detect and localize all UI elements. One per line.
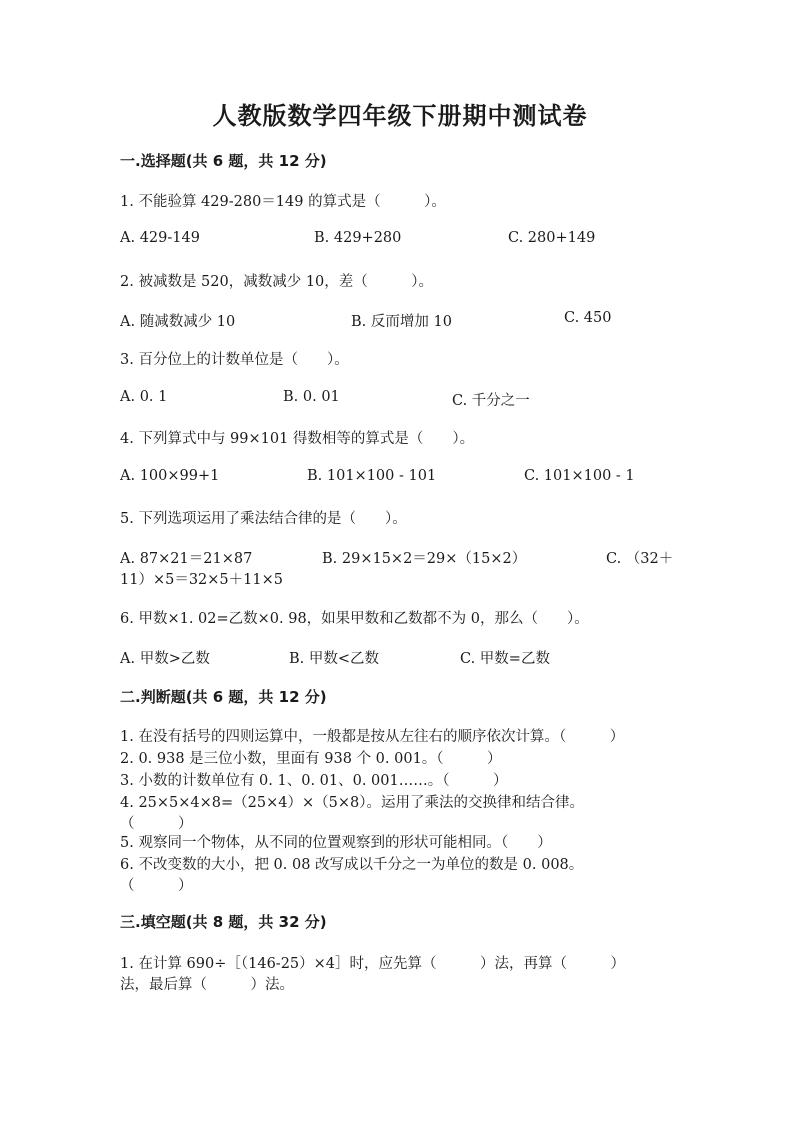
option-a: A. 87×21＝21×87 — [120, 551, 253, 567]
question-text: 5. 下列选项运用了乘法结合律的是（ ）。 — [120, 511, 407, 527]
option-a: A. 0. 1 — [120, 389, 168, 405]
page-title: 人教版数学四年级下册期中测试卷 — [212, 101, 588, 130]
judgment-line: （ ） — [120, 816, 193, 832]
option-a: A. 随减数减少 10 — [120, 314, 236, 330]
question-text: 4. 下列算式中与 99×101 得数相等的算式是（ ）。 — [120, 431, 475, 447]
option-c: C. 甲数=乙数 — [460, 651, 550, 667]
question-text: 6. 甲数×1. 02=乙数×0. 98，如果甲数和乙数都不为 0，那么（ ）。 — [120, 611, 589, 627]
fill-line: 法，最后算（ ）法。 — [120, 977, 294, 993]
judgment-line: 2. 0. 938 是三位小数，里面有 938 个 0. 001。（ ） — [120, 751, 502, 767]
option-c: C. 280+149 — [508, 230, 596, 246]
question-text: 1. 不能验算 429-280＝149 的算式是（ ）。 — [120, 194, 446, 210]
option-b: B. 29×15×2＝29×（15×2） — [322, 551, 527, 567]
option-continuation: 11）×5＝32×5＋11×5 — [120, 572, 283, 588]
option-b: B. 甲数<乙数 — [289, 651, 380, 667]
section-heading-judgment: 二.判断题(共 6 题，共 12 分) — [120, 688, 327, 706]
option-c: C. （32＋ — [606, 551, 674, 567]
option-a: A. 甲数>乙数 — [120, 651, 210, 667]
judgment-line: 1. 在没有括号的四则运算中，一般都是按从左往右的顺序依次计算。（ ） — [120, 729, 625, 745]
question-text: 3. 百分位上的计数单位是（ ）。 — [120, 352, 349, 368]
option-b: B. 429+280 — [314, 230, 402, 246]
judgment-line: 6. 不改变数的大小，把 0. 08 改写成以千分之一为单位的数是 0. 008。 — [120, 857, 584, 873]
option-b: B. 0. 01 — [283, 389, 340, 405]
option-b: B. 101×100 - 101 — [307, 468, 437, 484]
option-b: B. 反而增加 10 — [351, 314, 452, 330]
option-a: A. 429-149 — [120, 230, 200, 246]
question-text: 2. 被减数是 520，减数减少 10，差（ ）。 — [120, 274, 434, 290]
option-a: A. 100×99+1 — [120, 468, 220, 484]
section-heading-choice: 一.选择题(共 6 题，共 12 分) — [120, 152, 327, 170]
option-c: C. 101×100 - 1 — [524, 468, 635, 484]
judgment-line: （ ） — [120, 878, 193, 894]
option-c: C. 千分之一 — [452, 393, 530, 409]
option-c: C. 450 — [564, 310, 612, 326]
section-heading-fill: 三.填空题(共 8 题，共 32 分) — [120, 913, 327, 931]
judgment-line: 3. 小数的计数单位有 0. 1、0. 01、0. 001……。（ ） — [120, 773, 508, 789]
fill-line: 1. 在计算 690÷［（146-25）×4］时，应先算（ ）法，再算（ ） — [120, 956, 626, 972]
judgment-line: 5. 观察同一个物体，从不同的位置观察到的形状可能相同。（ ） — [120, 835, 552, 851]
judgment-line: 4. 25×5×4×8=（25×4）×（5×8）。运用了乘法的交换律和结合律。 — [120, 795, 584, 811]
